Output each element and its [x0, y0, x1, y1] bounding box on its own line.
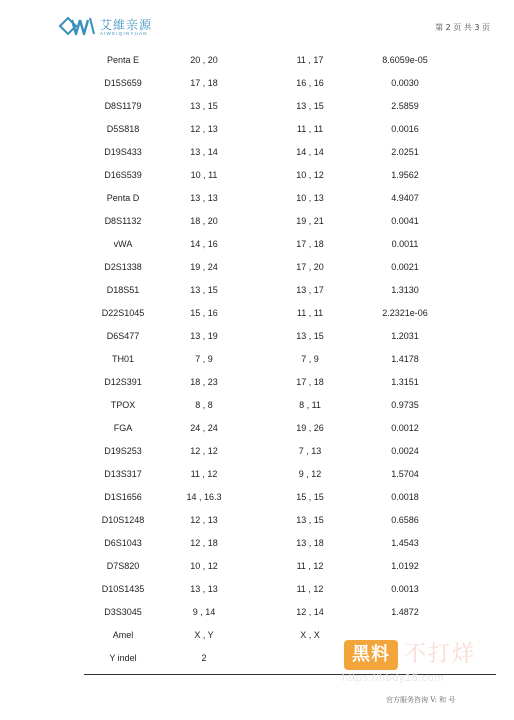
- paternity-index: 1.4872: [391, 607, 419, 617]
- watermark-url: https://hbdy16.com: [342, 672, 444, 684]
- genotype-a: 24 , 24: [190, 423, 218, 433]
- logo-english-text: AIWEIQINYUAN: [100, 31, 148, 36]
- genotype-a: 10 , 11: [190, 170, 218, 180]
- locus-name: D1S1656: [104, 492, 142, 502]
- genotype-b: 15 , 15: [296, 492, 324, 502]
- genotype-b: 11 , 11: [296, 308, 324, 318]
- company-logo: [58, 14, 178, 40]
- footer-text: 官方服务咨询 V: 和 号: [386, 696, 456, 704]
- locus-name: D19S253: [104, 446, 142, 456]
- table-row: [0, 417, 514, 440]
- watermark-badge: 黑料: [344, 640, 398, 670]
- genotype-b: 17 , 20: [296, 262, 324, 272]
- locus-name: D6S477: [106, 331, 140, 341]
- genotype-a: 13 , 13: [190, 584, 218, 594]
- locus-name: D13S317: [104, 469, 142, 479]
- genotype-a: 18 , 20: [190, 216, 218, 226]
- genotype-a: 9 , 14: [192, 607, 216, 617]
- locus-name: Penta E: [106, 55, 140, 65]
- table-row: [0, 210, 514, 233]
- locus-name: Y indel: [109, 653, 137, 663]
- genotype-b: 10 , 13: [296, 193, 324, 203]
- locus-name: D12S391: [104, 377, 142, 387]
- table-row: [0, 233, 514, 256]
- locus-name: D3S3045: [104, 607, 142, 617]
- genotype-a: 13 , 15: [190, 285, 218, 295]
- genotype-b: 11 , 12: [296, 584, 324, 594]
- locus-name: D10S1248: [101, 515, 145, 525]
- genotype-b: 17 , 18: [296, 377, 324, 387]
- genotype-a: 13 , 15: [190, 101, 218, 111]
- paternity-index: 1.5704: [391, 469, 419, 479]
- paternity-index: 1.2031: [391, 331, 419, 341]
- genotype-a: 13 , 19: [190, 331, 218, 341]
- table-row: [0, 118, 514, 141]
- genotype-a: 8 , 8: [195, 400, 213, 410]
- paternity-index: 0.0018: [391, 492, 419, 502]
- locus-name: D5S818: [106, 124, 140, 134]
- genotype-a: 18 , 23: [190, 377, 218, 387]
- table-row: [0, 532, 514, 555]
- paternity-index: 2.5859: [391, 101, 419, 111]
- paternity-index: 0.0013: [391, 584, 419, 594]
- genotype-b: 11 , 12: [296, 561, 324, 571]
- genotype-b: 19 , 21: [296, 216, 324, 226]
- genotype-a: 10 , 12: [190, 561, 218, 571]
- genotype-a: 12 , 13: [190, 124, 218, 134]
- locus-name: D19S433: [104, 147, 142, 157]
- genotype-a: 20 , 20: [190, 55, 218, 65]
- genotype-a: 11 , 12: [190, 469, 218, 479]
- locus-table: [0, 49, 514, 670]
- paternity-index: 0.0030: [391, 78, 419, 88]
- genotype-b: 11 , 11: [296, 124, 324, 134]
- genotype-a: 13 , 14: [190, 147, 218, 157]
- locus-name: Penta D: [106, 193, 140, 203]
- genotype-b: 13 , 15: [296, 515, 324, 525]
- locus-name: D8S1179: [104, 101, 142, 111]
- paternity-index: 4.9407: [391, 193, 419, 203]
- genotype-b: 7 , 13: [298, 446, 322, 456]
- genotype-a: 12 , 12: [190, 446, 218, 456]
- genotype-a: X , Y: [194, 630, 214, 640]
- table-row: [0, 279, 514, 302]
- genotype-b: 13 , 18: [296, 538, 324, 548]
- table-row: [0, 578, 514, 601]
- table-row: [0, 95, 514, 118]
- table-row: [0, 601, 514, 624]
- table-row: [0, 371, 514, 394]
- table-row: [0, 187, 514, 210]
- locus-name: D16S539: [104, 170, 142, 180]
- table-row: [0, 49, 514, 72]
- paternity-index: 0.0021: [391, 262, 419, 272]
- genotype-b: X , X: [300, 630, 320, 640]
- locus-name: Amel: [112, 630, 134, 640]
- genotype-a: 17 , 18: [190, 78, 218, 88]
- locus-name: FGA: [113, 423, 133, 433]
- paternity-index: 0.0011: [391, 239, 419, 249]
- watermark-text: 不打烊: [404, 642, 477, 667]
- table-row: [0, 302, 514, 325]
- genotype-a: 13 , 13: [190, 193, 218, 203]
- table-row: [0, 509, 514, 532]
- paternity-index: 1.3130: [391, 285, 419, 295]
- genotype-a: 15 , 16: [190, 308, 218, 318]
- table-row: [0, 555, 514, 578]
- genotype-a: 12 , 18: [190, 538, 218, 548]
- logo-mark-icon: [58, 14, 98, 38]
- paternity-index: 1.4178: [391, 354, 419, 364]
- locus-name: TH01: [111, 354, 134, 364]
- genotype-b: 10 , 12: [296, 170, 324, 180]
- page-number: 第 2 页 共 3 页: [435, 23, 490, 32]
- logo-chinese-text: 艾維亲源: [100, 18, 153, 32]
- table-row: [0, 164, 514, 187]
- page-header: [0, 0, 514, 46]
- locus-name: TPOX: [110, 400, 136, 410]
- paternity-index: 1.9562: [391, 170, 419, 180]
- genotype-b: 9 , 12: [298, 469, 322, 479]
- paternity-index: 0.0041: [391, 216, 419, 226]
- paternity-index: 0.0012: [391, 423, 419, 433]
- paternity-index: 0.6586: [391, 515, 419, 525]
- genotype-b: 13 , 17: [296, 285, 324, 295]
- paternity-index: 8.6059e-05: [382, 55, 428, 65]
- locus-name: D7S820: [106, 561, 140, 571]
- paternity-index: 2.2321e-06: [382, 308, 428, 318]
- locus-name: D2S1338: [104, 262, 142, 272]
- genotype-b: 7 , 9: [301, 354, 319, 364]
- table-row: [0, 72, 514, 95]
- genotype-b: 16 , 16: [296, 78, 324, 88]
- table-row: [0, 141, 514, 164]
- genotype-b: 11 , 17: [296, 55, 324, 65]
- table-row: [0, 256, 514, 279]
- locus-name: D18S51: [106, 285, 140, 295]
- genotype-a: 12 , 13: [190, 515, 218, 525]
- table-row: [0, 486, 514, 509]
- genotype-b: 8 , 11: [299, 400, 321, 410]
- paternity-index: 2.0251: [391, 147, 419, 157]
- genotype-b: 17 , 18: [296, 239, 324, 249]
- paternity-index: 1.0192: [391, 561, 419, 571]
- genotype-b: 13 , 15: [296, 101, 324, 111]
- locus-name: D6S1043: [104, 538, 142, 548]
- table-row: [0, 463, 514, 486]
- paternity-index: 1.3151: [391, 377, 419, 387]
- table-row: [0, 348, 514, 371]
- genotype-a: 14 , 16.3: [186, 492, 222, 502]
- table-row: [0, 440, 514, 463]
- paternity-index: 0.9735: [391, 400, 419, 410]
- table-row: [0, 394, 514, 417]
- paternity-index: 0.0016: [391, 124, 419, 134]
- genotype-a: 19 , 24: [190, 262, 218, 272]
- genotype-b: 12 , 14: [296, 607, 324, 617]
- paternity-index: 1.4543: [391, 538, 419, 548]
- locus-name: D15S659: [104, 78, 142, 88]
- genotype-b: 13 , 15: [296, 331, 324, 341]
- genotype-a: 14 , 16: [190, 239, 218, 249]
- genotype-b: 14 , 14: [296, 147, 324, 157]
- locus-name: D10S1435: [101, 584, 145, 594]
- locus-name: D8S1132: [104, 216, 142, 226]
- genotype-a: 7 , 9: [195, 354, 213, 364]
- watermark: [340, 638, 500, 698]
- paternity-index: 0.0024: [391, 446, 419, 456]
- locus-name: vWA: [113, 239, 133, 249]
- locus-name: D22S1045: [101, 308, 145, 318]
- table-row: [0, 325, 514, 348]
- genotype-a: 2: [201, 653, 207, 663]
- genotype-b: 19 , 26: [296, 423, 324, 433]
